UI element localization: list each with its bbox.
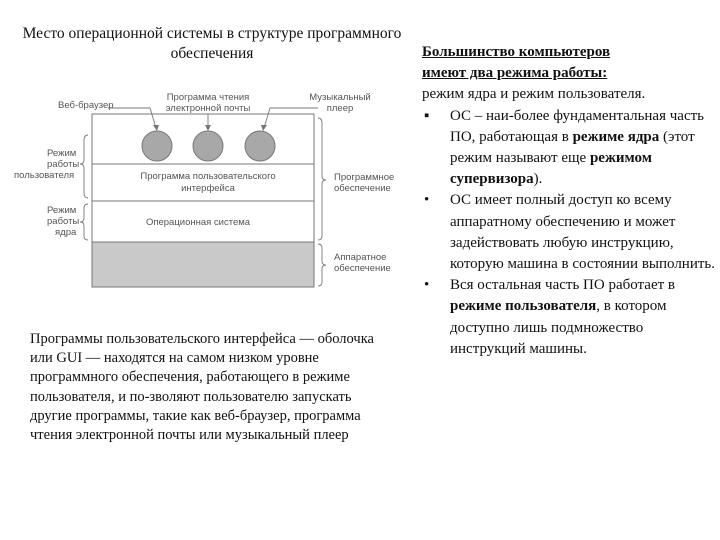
bullet-1-text-a: ОС – наи-более фундаментальная часть ПО, работающая в xyxy=(450,107,704,145)
bullet-1-text-b: (этот режим называют еще xyxy=(450,128,695,167)
dot-bullet-icon: • xyxy=(424,277,430,294)
app-circle-mail xyxy=(193,131,223,161)
hardware-label-2: обеспечение xyxy=(334,263,391,274)
app-circle-browser xyxy=(142,131,172,161)
hardware-brace xyxy=(318,244,326,286)
user-mode-label-1: Режим xyxy=(47,148,77,159)
bullet-item-access xyxy=(422,190,718,275)
kernel-mode-label-1: Режим xyxy=(47,205,77,216)
bullet-3-text-a: Вся остальная часть ПО работает в xyxy=(450,277,675,294)
label-player-line1: Музыкальный xyxy=(309,92,371,103)
bullet-2-text: ОС имеет полный доступ ко всему аппаратному обеспечению и может задействовать любую инструкцию, которую машина в состоянии выполнить. xyxy=(450,192,716,273)
user-mode-brace xyxy=(80,135,88,198)
modes-description xyxy=(422,42,718,360)
software-structure-diagram xyxy=(0,80,410,300)
user-mode-label-3: пользователя xyxy=(14,170,75,181)
dot-bullet-icon: • xyxy=(424,192,430,209)
arrow-heads xyxy=(153,125,267,131)
ui-programs-caption: Программы пользовательского интерфейса — оболочка или GUI — находятся на самом низком уровне программного обеспечения, работающего в режиме пользователя, и по-зволяют пользователю запускать другие программы, такие как веб-браузер, программа чтения электронной почты или музыкальный плеер xyxy=(30,331,374,444)
bullet-1-bold-b: режимом супервизора xyxy=(450,150,652,188)
modes-bullet-list xyxy=(422,106,718,360)
label-browser: Веб-браузер xyxy=(58,100,114,111)
kernel-mode-label-2: работы xyxy=(47,216,80,227)
bullet-item-user xyxy=(422,275,718,360)
kernel-mode-label-3: ядра xyxy=(55,227,77,238)
software-brace xyxy=(318,118,326,240)
bullet-3-text-b: , в котором доступно лишь подмножество инструкций машины. xyxy=(450,298,667,357)
layer-ui-line2: интерфейса xyxy=(181,183,235,194)
label-player-line2: плеер xyxy=(326,103,354,114)
layer-os: Операционная система xyxy=(145,217,251,228)
slide-title: Место операционной системы в структуре программного обеспечения xyxy=(22,25,402,62)
kernel-mode-brace xyxy=(80,204,88,240)
label-mail-line2: электронной почты xyxy=(165,103,251,114)
layer-ui-line1: Программа пользовательского xyxy=(140,171,276,182)
modes-intro: режим ядра и режим пользователя. xyxy=(422,86,646,103)
bullet-3-bold-a: режиме пользователя xyxy=(450,298,597,315)
app-circle-player xyxy=(245,131,275,161)
user-mode-label-2: работы xyxy=(47,159,80,170)
hardware-label-1: Аппаратное xyxy=(334,252,387,263)
modes-heading-line1: Большинство компьютеров xyxy=(422,44,611,60)
modes-heading-line2: имеют два режима работы: xyxy=(422,65,608,82)
label-mail-line1: Программа чтения xyxy=(166,92,250,103)
bullet-item-kernel xyxy=(422,106,718,191)
bullet-1-bold-a: режиме ядра xyxy=(572,128,660,145)
software-label-2: обеспечение xyxy=(334,183,391,194)
software-label-1: Программное xyxy=(334,172,395,183)
square-bullet-icon: ▪ xyxy=(424,107,430,124)
bullet-1-text-c: ). xyxy=(533,171,543,188)
hardware-layer xyxy=(92,242,314,287)
